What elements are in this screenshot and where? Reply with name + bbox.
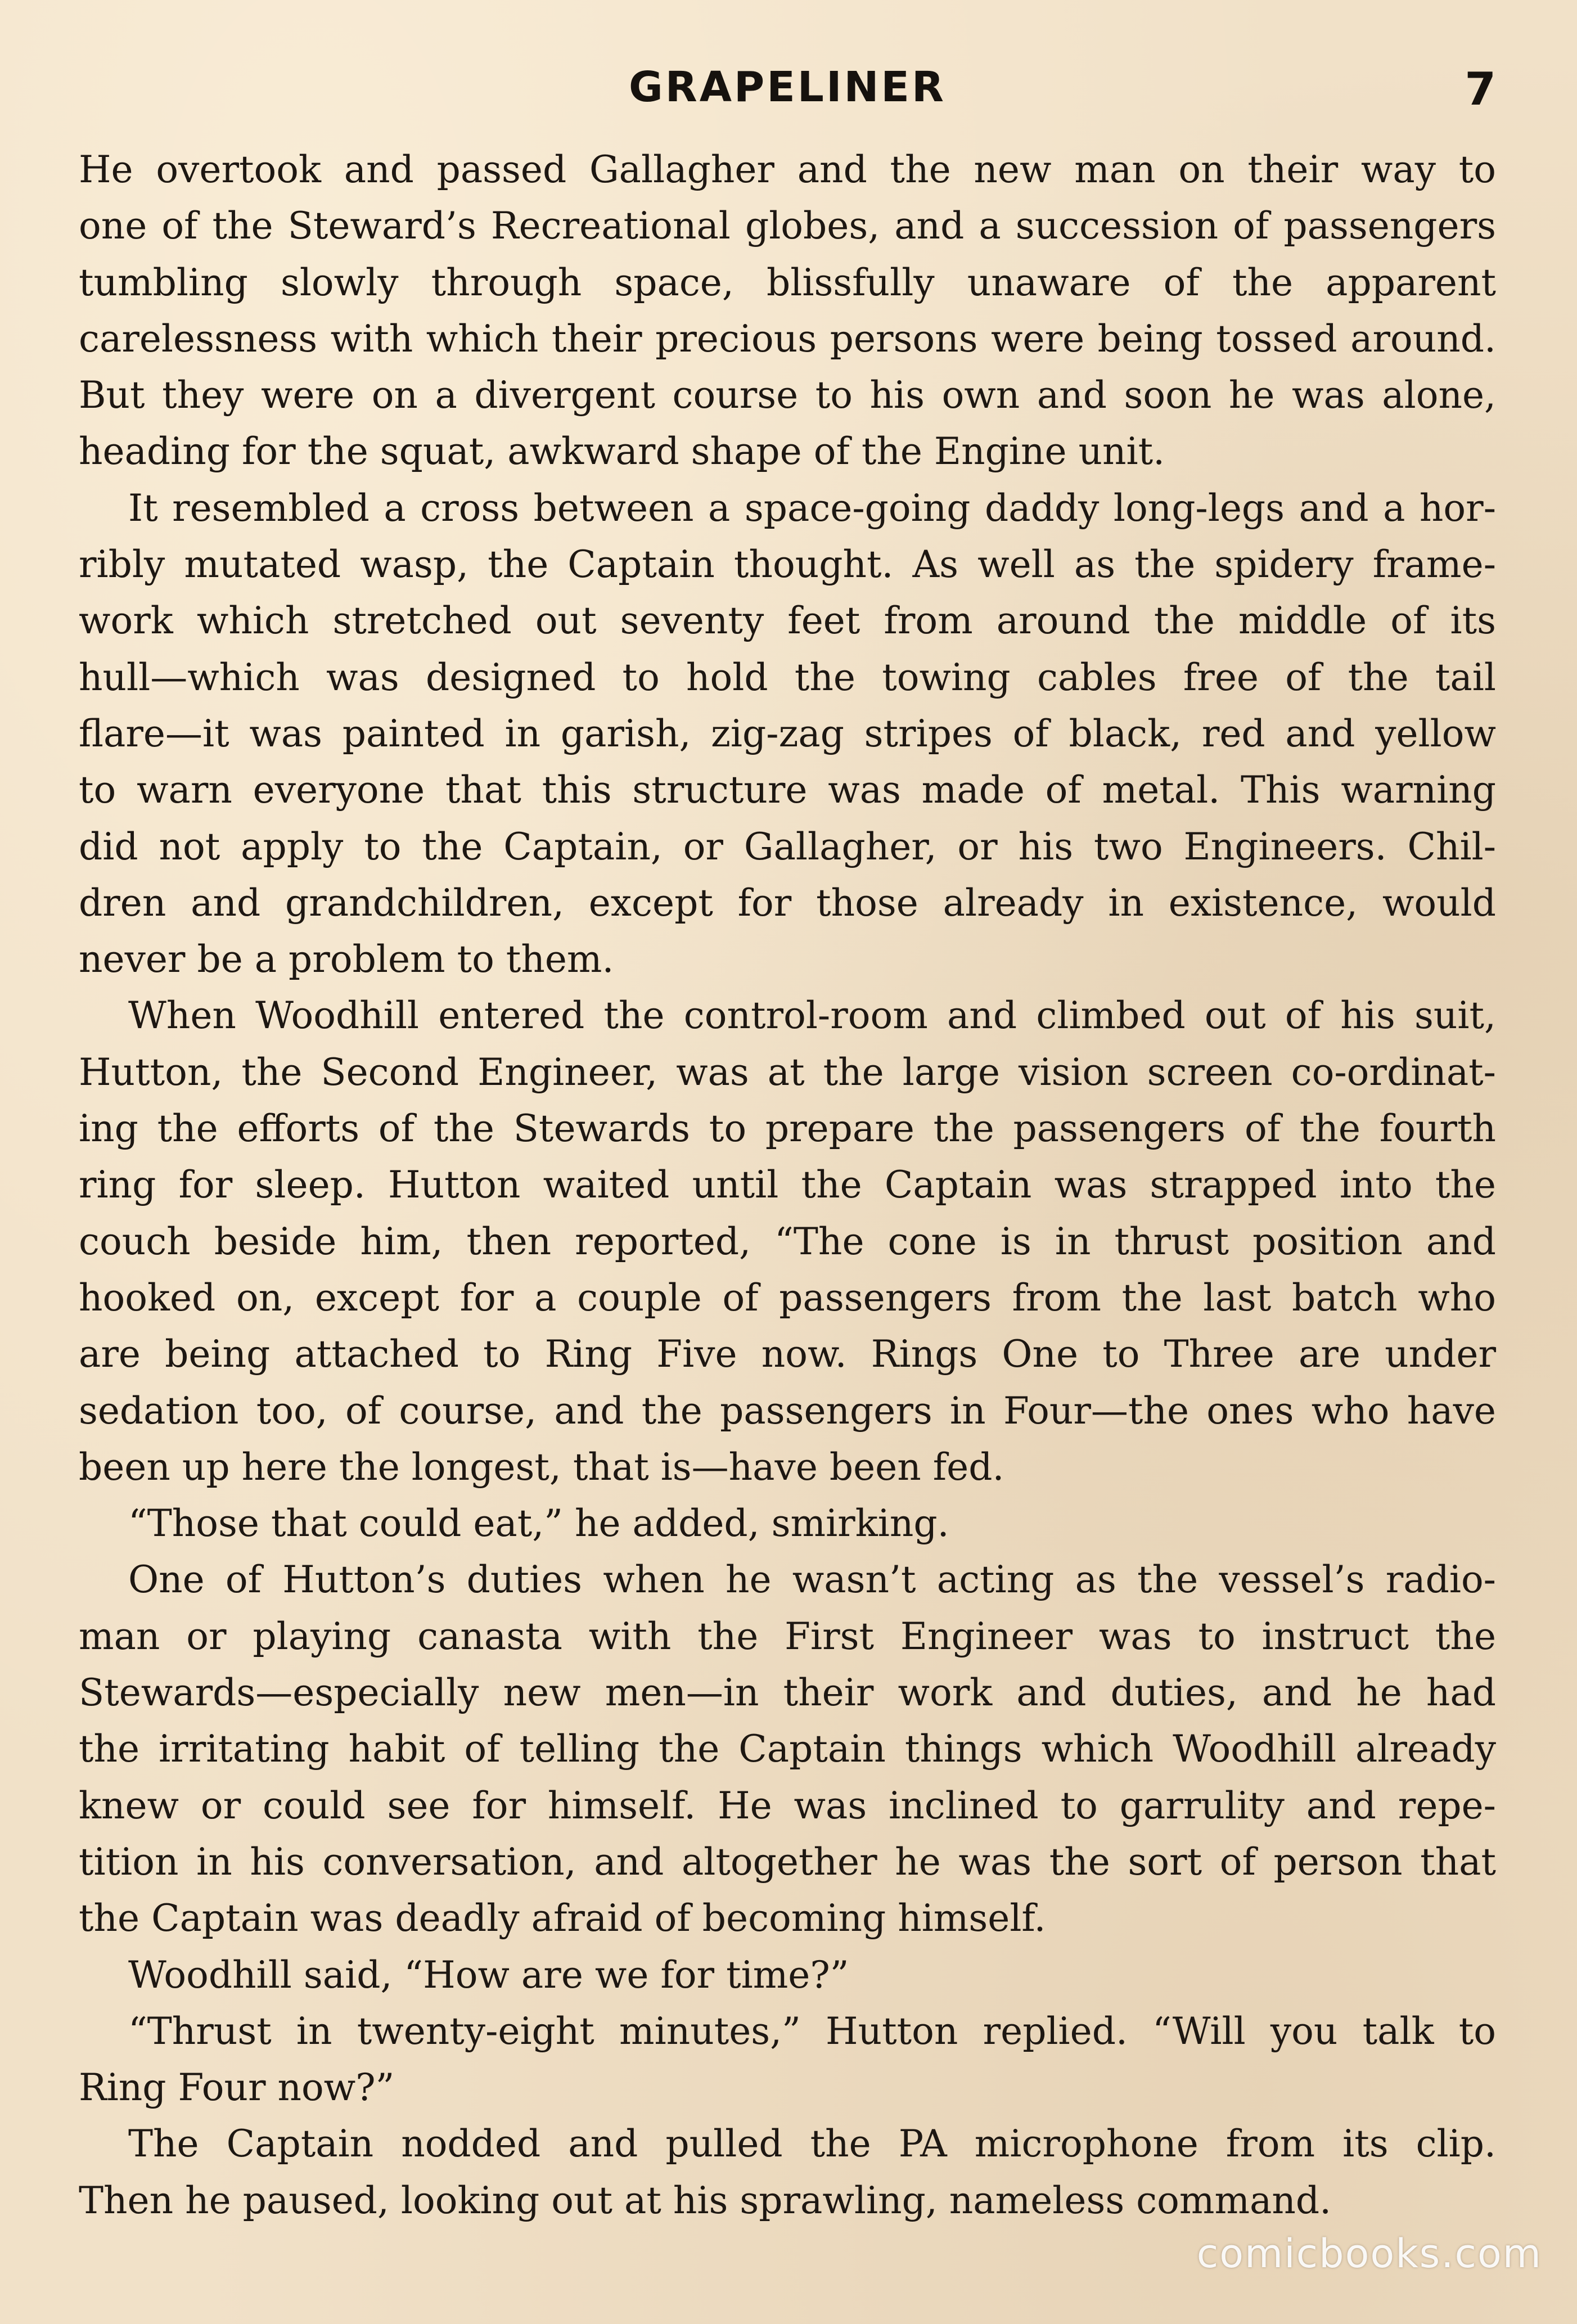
- page-number: 7: [1465, 63, 1496, 115]
- text-line: dren and grandchildren, except for those already in existence, would: [79, 881, 1496, 925]
- text-line: hull—which was designed to hold the towing cables free of the tail: [79, 655, 1496, 699]
- text-line: The Captain nodded and pulled the PA microphone from its clip.: [128, 2122, 1496, 2166]
- text-line: heading for the squat, awkward shape of the Engine unit.: [79, 430, 1165, 474]
- paragraph: [79, 988, 1496, 1496]
- paragraph: [79, 480, 1496, 988]
- story-text: [79, 142, 1496, 2229]
- running-title: GRAPELINER: [629, 63, 946, 111]
- paragraph: [79, 1552, 1496, 1947]
- text-line: One of Hutton’s duties when he wasn’t acting as the vessel’s radio-: [128, 1558, 1496, 1602]
- text-line: are being attached to Ring Five now. Rings One to Three are under: [79, 1332, 1496, 1376]
- paragraph: [79, 1947, 1496, 2003]
- text-line: the Captain was deadly afraid of becoming himself.: [79, 1897, 1046, 1940]
- page-header: [79, 63, 1496, 125]
- text-line: ing the efforts of the Stewards to prepare the passengers of the fourth: [79, 1107, 1496, 1151]
- text-line: It resembled a cross between a space-going daddy long-legs and a hor-: [128, 486, 1496, 530]
- text-line: But they were on a divergent course to his own and soon he was alone,: [79, 373, 1496, 417]
- text-line: couch beside him, then reported, “The cone is in thrust position and: [79, 1219, 1496, 1263]
- text-line: work which stretched out seventy feet from around the middle of its: [79, 599, 1496, 643]
- paragraph: [79, 2003, 1496, 2116]
- text-line: the irritating habit of telling the Captain things which Woodhill already: [79, 1727, 1496, 1771]
- text-line: ribly mutated wasp, the Captain thought. As well as the spidery frame-: [79, 543, 1496, 587]
- text-line: flare—it was painted in garish, zig-zag stripes of black, red and yellow: [79, 711, 1496, 755]
- site-watermark: comicbooks.com: [1196, 2231, 1542, 2277]
- text-line: tition in his conversation, and altogether he was the sort of person that: [79, 1840, 1496, 1884]
- text-line: Then he paused, looking out at his sprawling, nameless command.: [79, 2178, 1332, 2222]
- text-line: been up here the longest, that is—have been fed.: [79, 1445, 1004, 1489]
- text-line: Stewards—especially new men—in their work and duties, and he had: [79, 1671, 1496, 1715]
- text-line: did not apply to the Captain, or Gallagher, or his two Engineers. Chil-: [79, 825, 1496, 868]
- text-line: sedation too, of course, and the passengers in Four—the ones who have: [79, 1389, 1496, 1433]
- text-line: When Woodhill entered the control-room and climbed out of his suit,: [128, 994, 1496, 1038]
- paragraph: [79, 2116, 1496, 2229]
- text-line: He overtook and passed Gallagher and the new man on their way to: [79, 148, 1496, 191]
- paragraph: [79, 1496, 1496, 1552]
- text-line: Hutton, the Second Engineer, was at the large vision screen co-ordinat-: [79, 1050, 1496, 1094]
- text-line: “Thrust in twenty-eight minutes,” Hutton replied. “Will you talk to: [128, 2009, 1496, 2053]
- text-line: Ring Four now?”: [79, 2066, 395, 2110]
- text-line: tumbling slowly through space, blissfully unaware of the apparent: [79, 260, 1496, 304]
- text-line: carelessness with which their precious persons were being tossed around.: [79, 317, 1496, 361]
- text-line: Woodhill said, “How are we for time?”: [128, 1953, 849, 1997]
- text-line: to warn everyone that this structure was made of metal. This warning: [79, 768, 1496, 812]
- text-line: never be a problem to them.: [79, 938, 614, 981]
- text-line: man or playing canasta with the First Engineer was to instruct the: [79, 1614, 1496, 1658]
- text-line: one of the Steward’s Recreational globes, and a succession of passengers: [79, 204, 1496, 248]
- text-line: knew or could see for himself. He was inclined to garrulity and repe-: [79, 1783, 1496, 1827]
- paragraph: [79, 142, 1496, 480]
- text-line: hooked on, except for a couple of passengers from the last batch who: [79, 1276, 1496, 1319]
- text-line: ring for sleep. Hutton waited until the Captain was strapped into the: [79, 1163, 1496, 1207]
- text-line: “Those that could eat,” he added, smirking.: [128, 1502, 949, 1546]
